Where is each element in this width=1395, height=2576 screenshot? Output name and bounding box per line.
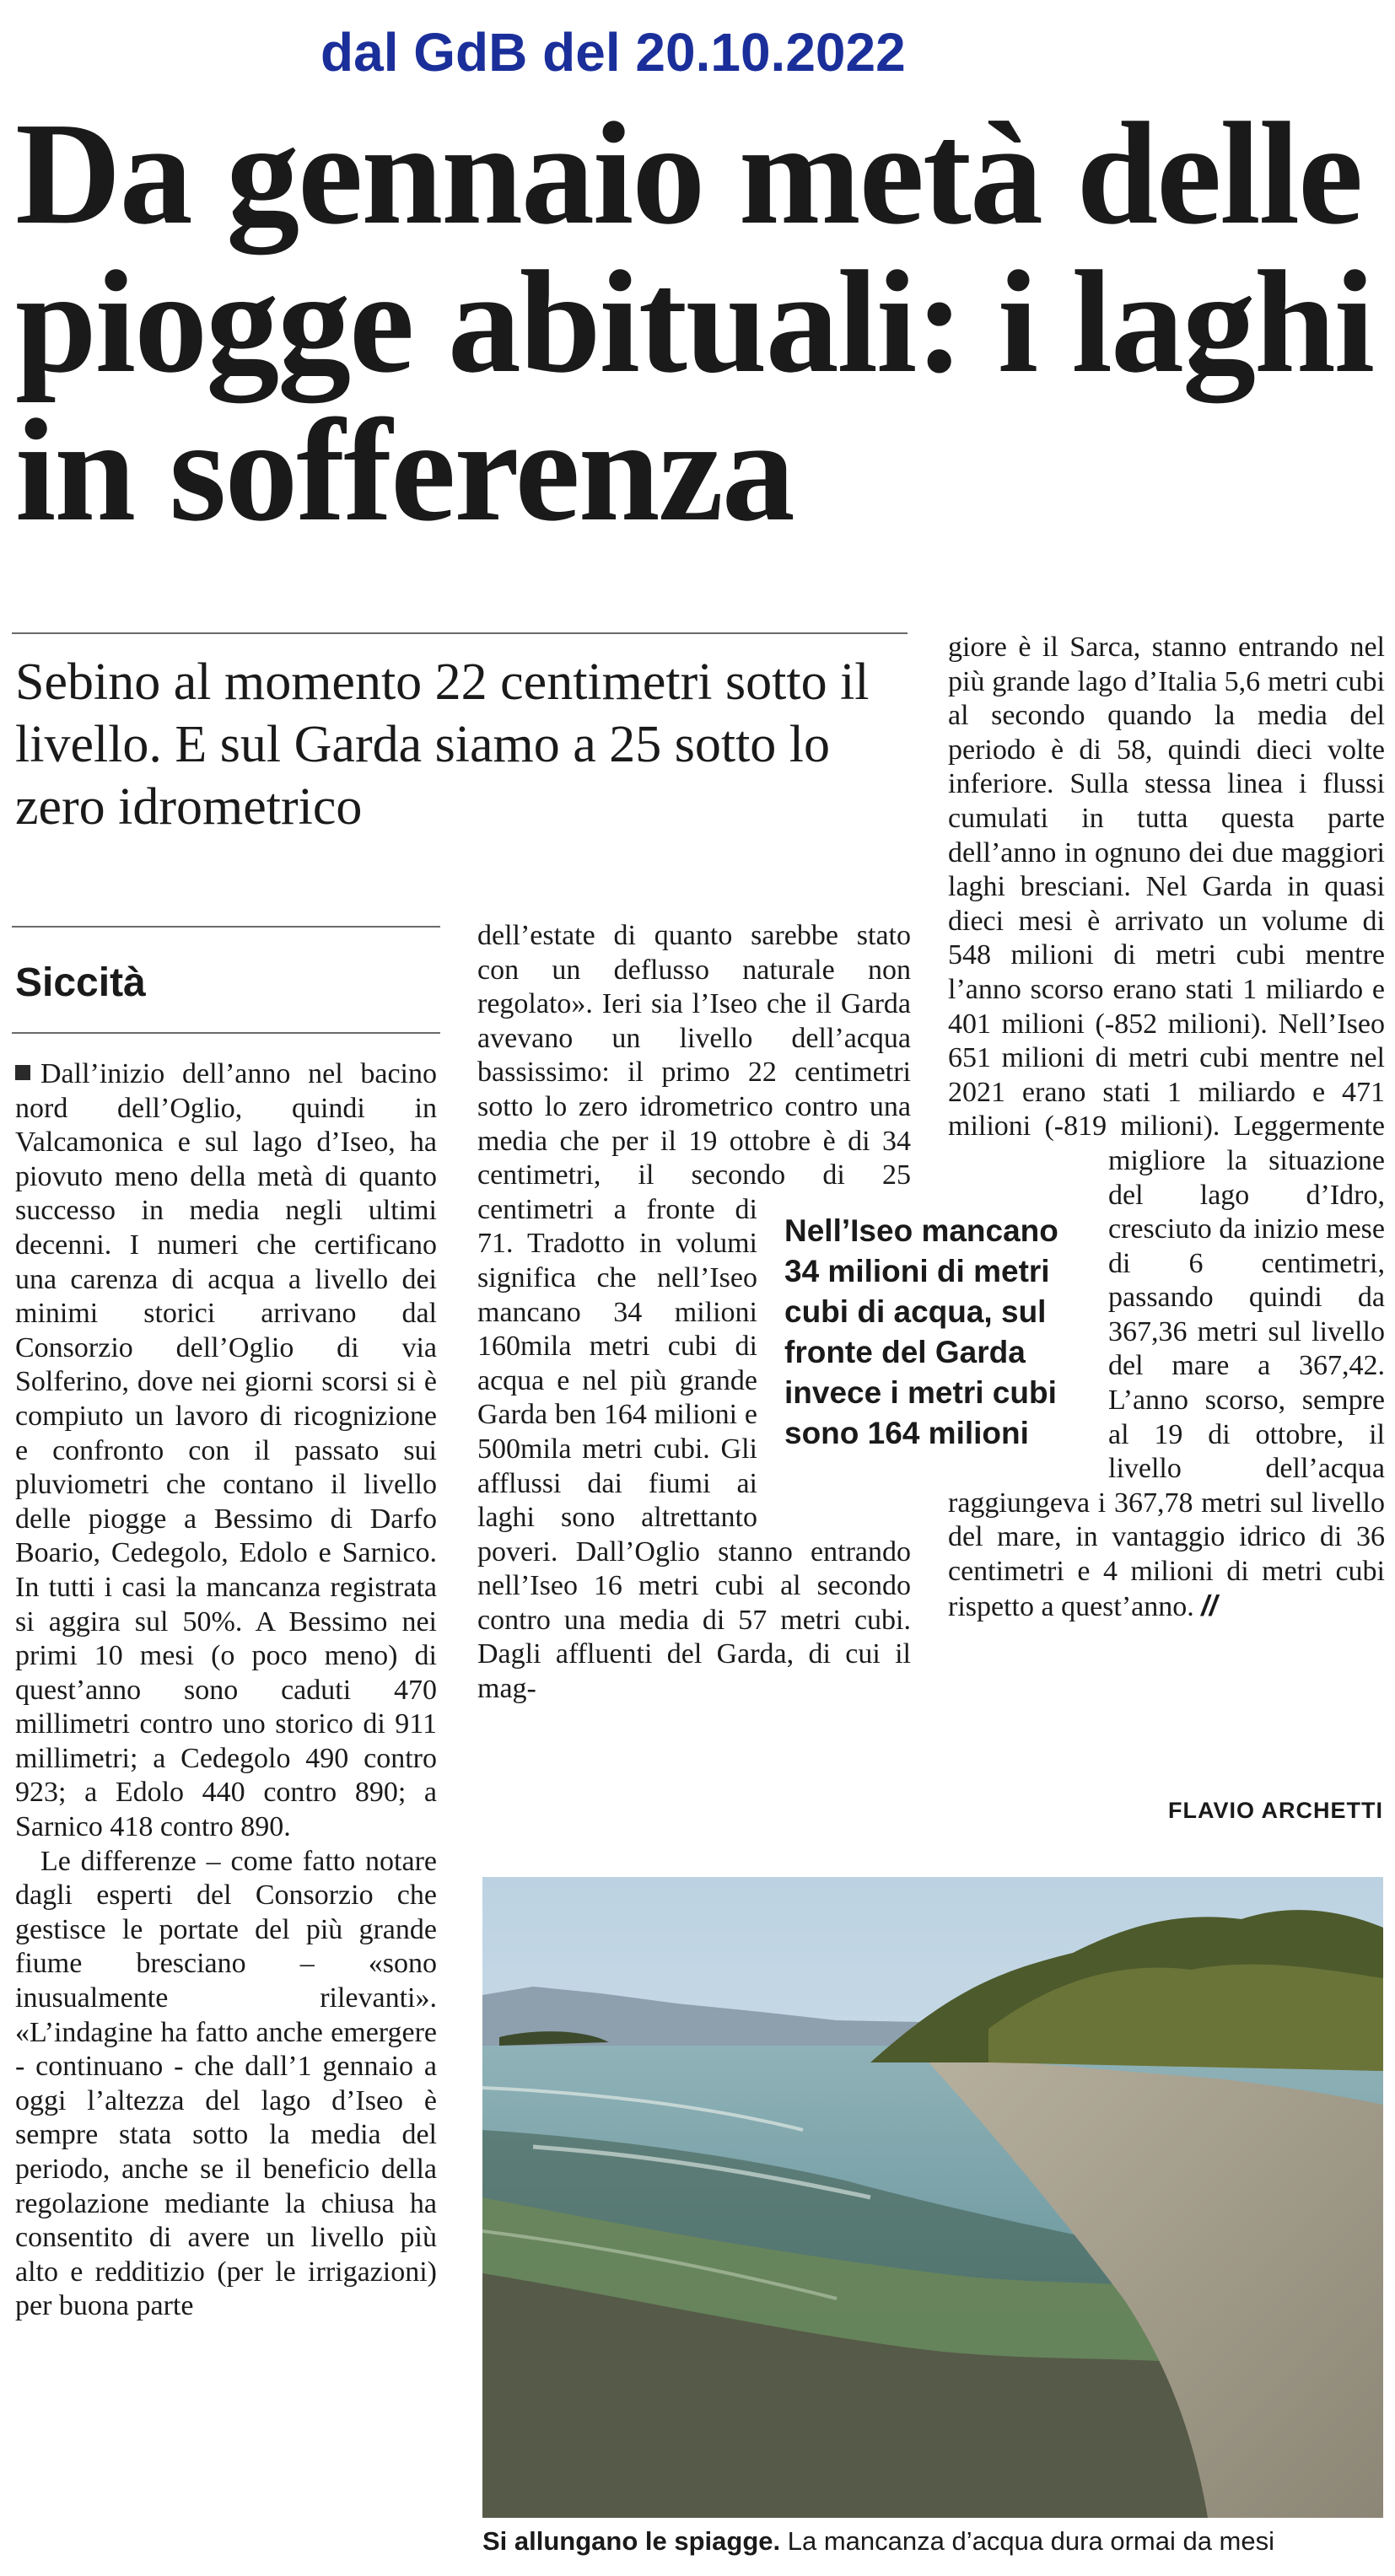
photo-caption — [482, 2526, 1385, 2557]
paragraph: giore è il Sarca, stanno entrando nel più grande lago d’Italia 5,6 metri cubi al secondo quando la media del periodo è di 58, quindi dieci volte inferiore. Sulla stessa linea i flussi cumulati in tutta questa parte dell’anno in ognuno dei due maggiori laghi bresciani. Nel Garda in quasi dieci mesi è arrivato un volume di 548 milioni di metri cubi mentre l’anno scorso erano stati 1 miliardo e 401 milioni (-852 milioni). Nell’Iseo 651 milioni di metri cubi mentre nel 2021 erano stati 1 miliardo e 471 milioni (-819 milioni). Leggermente migliore la situazione del lago d’Idro, cresciuto da inizio mese di 6 centimetri, passando quindi da 367,36 metri sul livello del mare a 367,42. L’anno scorso, sempre al 19 di ottobre, il livello dell’acqua raggiungeva i 367,78 metri sul livello del mare, in vantaggio idrico di 36 centimetri e 4 milioni di metri cubi rispetto a quest’anno. // — [948, 632, 1385, 1622]
caption-bold: Si allungano le spiagge. — [482, 2526, 781, 2556]
headline: Da gennaio metà delle piogge abituali: i laghi in sofferenza — [15, 92, 1374, 551]
top-divider — [12, 632, 908, 634]
author-byline: FLAVIO ARCHETTI — [1168, 1798, 1383, 1823]
paragraph: dell’estate di quanto sarebbe stato con un deflusso naturale non regolato». Ieri sia l’Iseo che il Garda avevano un livello dell’acqua bassissimo: il primo 22 centimetri sotto lo zero idrometrico contro una media che per il 19 ottobre è di 34 centimetri, il secondo di 25 centimetri a fronte di 71. Tradotto in volumi significa che nell’Iseo mancano 34 milioni 160mila metri cubi di acqua e nel più grande Garda ben 164 milioni e 500mila metri cubi. Gli afflussi dai fiumi ai laghi sono altrettanto poveri. Dall’Oglio stanno entrando nell’Iseo 16 metri cubi al secondo contro una media di 57 metri cubi. Dagli affluenti del Garda, di cui il mag- — [477, 920, 911, 1705]
article-column-1 — [15, 1057, 437, 2324]
lake-shore-photo — [482, 1877, 1383, 2518]
pull-quote: Nell’Iseo mancano 34 milioni di metri cubi di acqua, sul fronte del Garda invece i metri cubi sono 164 milioni — [784, 1213, 1058, 1450]
section-bottom-divider — [12, 1032, 440, 1034]
paragraph: Dall’inizio dell’anno nel bacino nord dell’Oglio, quindi in Valcamonica e sul lago d’Iseo, ha piovuto meno della metà di quanto successo in media negli ultimi decenni. I numeri che certificano una carenza di acqua a livello dei minimi storici arrivano dal Consorzio dell’Oglio di via Solferino, dove nei giorni scorsi si è compiuto un lavoro di ricognizione e confronto con il passato sui pluviometri che contano il livello delle piogge a Bessimo di Darfo Boario, Cedegolo, Edolo e Sarnico. In tutti i casi la mancanza registrata si aggira sul 50%. A Bessimo nei primi 10 mesi (o poco meno) di quest’anno sono caduti 470 millimetri contro uno storico di 911 millimetri; a Cedegolo 490 contro 923; a Edolo 440 contro 890; a Sarnico 418 contro 890. — [15, 1058, 437, 1843]
paragraph: Le differenze – come fatto notare dagli esperti del Consorzio che gestisce le portate del più grande fiume bresciano – «sono inusualmente rilevanti». «L’indagine ha fatto anche emergere - continuano - che dall’1 gennaio a oggi l’altezza del lago d’Iseo è sempre stata sotto la media del periodo, anche se il beneficio della regolazione mediante la chiusa ha consentito di avere un livello più alto e redditizio (per le irrigazioni) per buona parte — [15, 1845, 437, 2322]
bullet-square-icon — [15, 1065, 30, 1080]
subheadline: Sebino al momento 22 centimetri sotto il livello. E sul Garda siamo a 25 sotto lo zero idrometrico — [15, 653, 870, 836]
caption-text: La mancanza d’acqua dura ormai da mesi — [780, 2526, 1275, 2556]
section-top-divider — [12, 926, 440, 928]
lake-shore-photo-image — [482, 1877, 1383, 2518]
section-label: Siccità — [15, 960, 146, 1005]
source-label: dal GdB del 20.10.2022 — [320, 22, 906, 83]
end-mark: // — [1201, 1589, 1218, 1622]
